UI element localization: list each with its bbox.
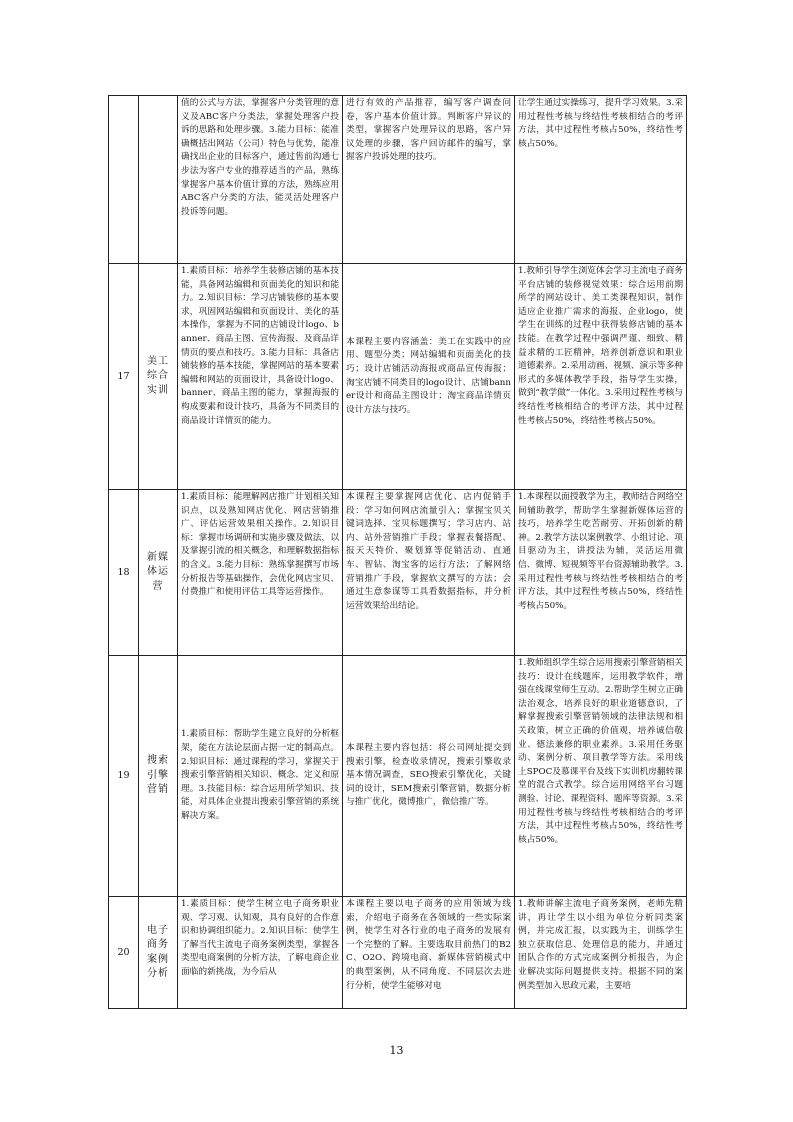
course-content: 本课程主要内容涵盖：美工在实践中的应用、题型分类；网站编辑和页面美化的技巧；设计店铺活动海报或商品宣传海报；淘宝店铺不同类目的logo设计、店铺banner设计和商品主图设计；淘宝商品详情页设计方法与技巧。: [343, 264, 515, 490]
course-table: [108, 95, 687, 1009]
course-content: 本课程主要以电子商务的应用领域为线索，介绍电子商务在各领域的一些实际案例，使学生对各行业的电子商务的发展有一个完整的了解。主要选取目前热门的B2C、O2O、跨境电商、新媒体营销模式中的典型案例，从不同角度、不同层次去进行分析，使学生能够对电: [343, 897, 515, 1009]
table-row: [109, 96, 687, 264]
table-row: [109, 264, 687, 490]
course-objectives: 1.素质目标：使学生树立电子商务职业观、学习观、认知观，具有良好的合作意识和协调组织能力。2.知识目标：使学生了解当代主流电子商务案例类型，掌握各类型电商案例的分析方法，了解电商企业面临的新挑战，为今后从: [178, 897, 343, 1009]
course-number: 20: [109, 897, 139, 1009]
course-number: 17: [109, 264, 139, 490]
teaching-requirements: 1.教师讲解主流电子商务案例，老师先精讲，再让学生以小组为单位分析同类案例，并完成汇报，以实践为主，训练学生独立获取信息、处理信息的能力，并通过团队合作的方式完成案例分析报告，为企业解决实际问题提供支持。根据不同的案例类型加入思政元素，主要培: [515, 897, 687, 1009]
teaching-requirements: 1.本课程以面授教学为主，教师结合网络空间辅助教学，帮助学生掌握新媒体运营的技巧，培养学生吃苦耐劳、开拓创新的精神。2.教学方法以案例教学、小组讨论、项目驱动为主，讲授法为辅，灵活运用微信、微博、短视频等平台资源辅助教学。3.采用过程性考核与终结性考核相结合的考评方法，其中过程性考核占50%，终结性考核占50%。: [515, 490, 687, 656]
course-content: 本课程主要内容包括：将公司网址提交到搜索引擎，检查收录情况，搜索引擎收录基本情况调查，SEO搜索引擎优化，关键词的设计，SEM搜索引擎营销，数据分析与推广优化，微博推广，微信推广等。: [343, 656, 515, 897]
course-name: [139, 96, 178, 264]
course-objectives: 值的公式与方法，掌握客户分类管理的意义及ABC客户分类法，掌握处理客户投诉的思路和处理步骤。3.能力目标：能准确概括出网站（公司）特色与优势，能准确找出企业的目标客户，通过售前沟通七步法为客户专业的推荐适当的产品，熟练掌握客户基本价值计算的方法，熟练应用ABC客户分类的方法，能灵活处理客户投诉等问题。: [178, 96, 343, 264]
table-row: [109, 656, 687, 897]
course-number: [109, 96, 139, 264]
course-objectives: 1.素质目标：培养学生装修店铺的基本技能，具备网站编辑和页面美化的知识和能力。2.知识目标：学习店铺装修的基本要求，巩固网站编辑和页面设计、美化的基本操作，掌握为不同的店铺设计logo、banner、商品主图、宣传海报、及商品详情页的要点和技巧。3.能力目标：具备店铺装修的基本技能，掌握网站的基本要素编辑和网站的页面设计，具备设计logo、banner、商品主图的能力，掌握海报的构成要素和设计技巧，具备为不同类目的商品设计详情页的能力。: [178, 264, 343, 490]
course-objectives: 1.素质目标：能理解网店推广计划相关知识点，以及熟知网店优化、网店营销推广、评估运营效果相关操作。2.知识目标：掌握市场调研和实施步骤及做法，以及掌握引流的相关概念，和理解数据指标的含义。3.能力目标：熟练掌握撰写市场分析报告等基础操作，会优化网店宝贝、付费推广和使用评估工具等运营操作。: [178, 490, 343, 656]
course-name: 电子商务案例分析: [139, 897, 178, 1009]
table-row: [109, 897, 687, 1009]
course-number: 18: [109, 490, 139, 656]
teaching-requirements: 1.教师组织学生综合运用搜索引擎营销相关技巧：设计在线题库，运用教学软件，增强在线课堂师生互动。2.帮助学生树立正确法治观念，培养良好的职业道德意识，了解掌握搜索引擎营销领域的法律法规和相关政策，树立正确的价值观，培养诚信敬业、德法兼修的职业素养。3.采用任务驱动、案例分析、项目教学等方法。采用线上SPOC及慕课平台及线下实训机房翻转课堂的混合式教学。综合运用网络平台习题测验、讨论、课程资料、题库等资源。3.采用过程性考核与终结性考核相结合的考评方法，其中过程性考核占50%，终结性考核占50%。: [515, 656, 687, 897]
teaching-requirements: 1.教师引导学生浏览体会学习主流电子商务平台店铺的装修视觉效果：综合运用前期所学的网站设计、美工类课程知识，制作适应企业推广需求的海报、企业logo，使学生在训练的过程中获得装修店铺的基本技能。在教学过程中强调严谨、细致、精益求精的工匠精神，培养创新意识和职业道德素养。2.采用动画、视频、演示等多种形式的多媒体教学手段，指导学生实操，做到“教学做”一体化。3.采用过程性考核与终结性考核相结合的考评方法，其中过程性考核占50%，终结性考核占50%。: [515, 264, 687, 490]
course-name: 新媒体运营: [139, 490, 178, 656]
course-name: 美工综合实训: [139, 264, 178, 490]
course-objectives: 1.素质目标：帮助学生建立良好的分析框架，能在方法论层面占据一定的制高点。2.知识目标：通过课程的学习，掌握关于搜索引擎营销相关知识、概念、定义和原理。3.技能目标：综合运用所学知识、技能，对具体企业提出搜索引擎营销的系统解决方案。: [178, 656, 343, 897]
course-name: 搜索引擎营销: [139, 656, 178, 897]
table-row: [109, 490, 687, 656]
course-number: 19: [109, 656, 139, 897]
page-number: 13: [389, 1044, 404, 1057]
teaching-requirements: 让学生通过实操练习，提升学习效果。3.采用过程性考核与终结性考核相结合的考评方法，其中过程性考核占50%，终结性考核占50%。: [515, 96, 687, 264]
course-content: 进行有效的产品推荐，编写客户调查问卷，客户基本价值计算。判断客户异议的类型，掌握客户处理异议的思路，客户异议处理的步骤，客户回访邮件的编写，掌握客户投诉处理的技巧。: [343, 96, 515, 264]
course-content: 本课程主要掌握网店优化、店内促销手段：学习如何网店流量引入；掌握宝贝关键词选择、宝贝标题撰写；学习店内、站内、站外营销推广手段；掌握表餐搭配、报天天特价、聚划算等促销活动、直通车、智钻、淘宝客的运行方法；了解网络营销推广手段，掌握软文撰写的方法；会通过生意参谋等工具看数据指标，并分析运营效果给出结论。: [343, 490, 515, 656]
